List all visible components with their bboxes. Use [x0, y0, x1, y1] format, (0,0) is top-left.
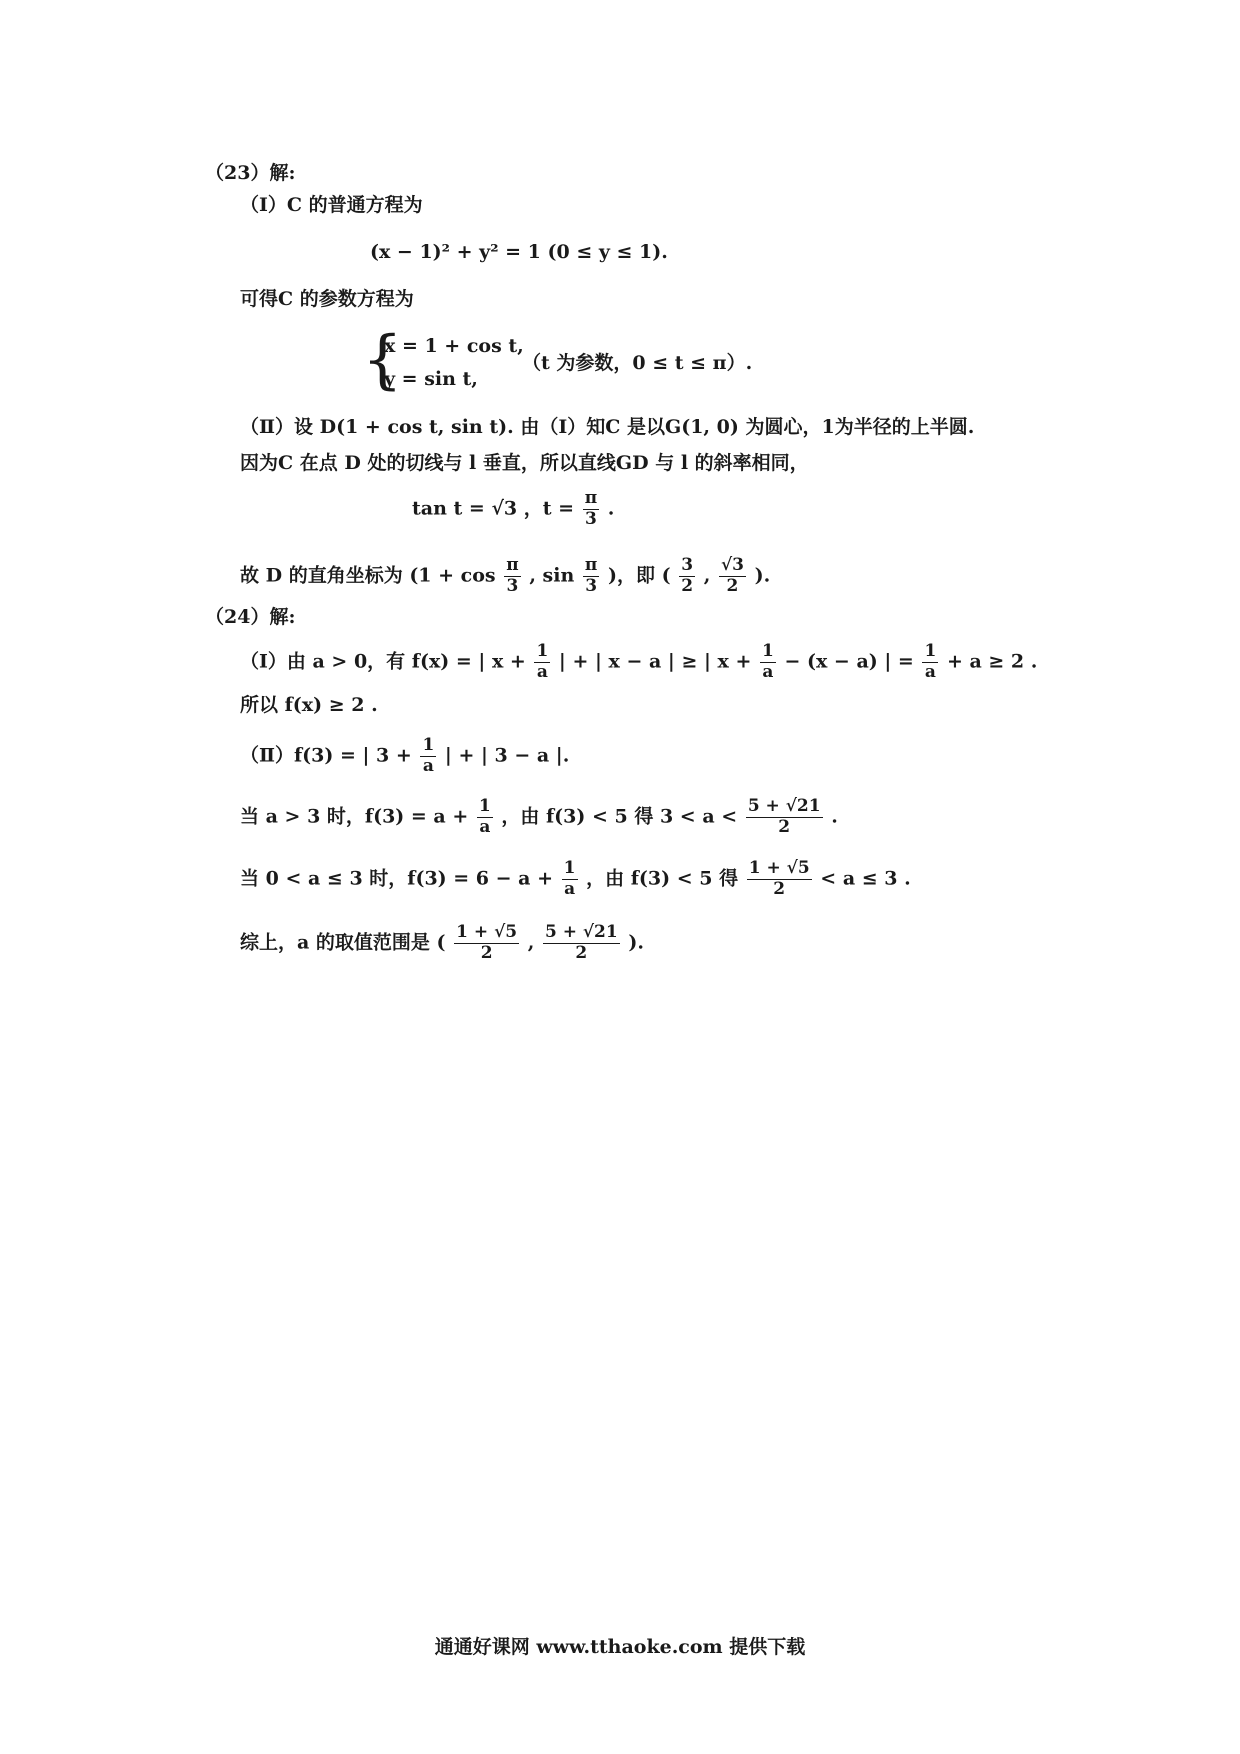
q24-case1 [240, 798, 838, 837]
denominator: a [422, 755, 434, 776]
numerator: 1 [536, 641, 549, 661]
fraction [719, 557, 746, 596]
text: 综上，a 的取值范围是 ( [240, 931, 446, 954]
denominator: 2 [778, 816, 791, 837]
system-note: （t 为参数，0 ≤ t ≤ π）. [522, 352, 753, 374]
fraction [679, 557, 695, 596]
q24-case2 [240, 860, 911, 899]
denominator: 3 [506, 575, 519, 596]
text: , [527, 931, 535, 954]
denominator: 3 [585, 575, 598, 596]
text: | + | x − a | ≥ | x + [558, 650, 752, 673]
numerator: √3 [720, 555, 744, 575]
system-line-1: x = 1 + cos t, [384, 335, 524, 357]
fraction [760, 643, 776, 682]
q23-part1-heading: （Ⅰ）C 的普通方程为 [240, 194, 423, 216]
numerator: π [584, 555, 598, 575]
q24-label: （24）解: [205, 606, 296, 628]
text: + a ≥ 2 . [946, 650, 1038, 673]
q23-param-heading: 可得C 的参数方程为 [240, 288, 414, 310]
tan-end: . [607, 497, 615, 520]
fraction [562, 860, 578, 899]
text: 当 0 < a ≤ 3 时，f(3) = 6 − a + [240, 867, 554, 890]
coord-text-b: , sin [529, 564, 575, 587]
coord-text-a: 故 D 的直角坐标为 (1 + cos [240, 564, 496, 587]
text: ，由 f(3) < 5 得 3 < a < [501, 805, 738, 828]
q24-part2-f3 [240, 737, 569, 776]
fraction [534, 643, 550, 682]
denominator: 2 [575, 942, 588, 963]
q24-part1-conclusion: 所以 f(x) ≥ 2 . [240, 694, 378, 716]
q24-part1-inequality [240, 643, 1037, 682]
page-footer: 通通好课网 www.tthaoke.com 提供下载 [434, 1636, 806, 1658]
fraction [583, 557, 599, 596]
coord-text-c: )，即 ( [608, 564, 671, 587]
fraction [747, 860, 812, 899]
denominator: a [564, 878, 576, 899]
fraction [504, 557, 520, 596]
denominator: 3 [585, 508, 597, 529]
denominator: 2 [681, 575, 694, 596]
q23-tan-equation [412, 490, 614, 529]
numerator: 1 [422, 735, 435, 755]
coord-text-e: ). [754, 564, 771, 587]
numerator: 1 + √5 [456, 922, 518, 942]
numerator: 1 [762, 641, 774, 661]
numerator: 1 + √5 [748, 858, 810, 878]
denominator: 2 [773, 878, 786, 899]
text: （Ⅰ）由 a > 0，有 f(x) = | x + [240, 650, 526, 673]
system-line-2: y = sin t, [384, 368, 478, 390]
numerator: 1 [478, 796, 491, 816]
denominator: 2 [480, 942, 493, 963]
fraction [746, 798, 823, 837]
text: ，由 f(3) < 5 得 [586, 867, 739, 890]
numerator: π [584, 488, 598, 508]
numerator: 1 [924, 641, 937, 661]
q23-coordinates [240, 557, 770, 596]
numerator: 3 [681, 555, 694, 575]
text: − (x − a) | = [784, 650, 914, 673]
q23-part2-line2: 因为C 在点 D 处的切线与 l 垂直，所以直线GD 与 l 的斜率相同， [240, 452, 809, 474]
fraction [477, 798, 493, 837]
q23-part2-line1: （Ⅱ）设 D(1 + cos t, sin t). 由（Ⅰ）知C 是以G(1, 0) 为圆心，1为半径的上半圆. [240, 416, 975, 438]
q23-ordinary-equation: (x − 1)² + y² = 1 (0 ≤ y ≤ 1). [370, 241, 668, 263]
denominator: a [479, 816, 491, 837]
text: 当 a > 3 时，f(3) = a + [240, 805, 469, 828]
denominator: a [762, 661, 774, 682]
fraction-pi-over-3 [583, 490, 599, 529]
text: < a ≤ 3 . [820, 867, 911, 890]
fraction [543, 924, 620, 963]
denominator: a [924, 661, 936, 682]
numerator: 5 + √21 [544, 922, 618, 942]
fraction [420, 737, 436, 776]
coord-text-d: , [703, 564, 711, 587]
numerator: π [506, 555, 519, 575]
q23-label: （23）解: [205, 162, 296, 184]
denominator: 2 [726, 575, 739, 596]
numerator: 1 [563, 858, 576, 878]
q24-summary [240, 924, 644, 963]
fraction [922, 643, 938, 682]
left-brace: { [362, 323, 403, 397]
text: | + | 3 − a |. [444, 744, 570, 767]
q23-parametric-system [362, 323, 762, 398]
tan-text: tan t = √3 ，t = [412, 497, 575, 520]
fraction [454, 924, 519, 963]
text: . [831, 805, 838, 828]
text: ). [628, 931, 644, 954]
numerator: 5 + √21 [747, 796, 821, 816]
text: （Ⅱ）f(3) = | 3 + [240, 744, 412, 767]
denominator: a [536, 661, 548, 682]
